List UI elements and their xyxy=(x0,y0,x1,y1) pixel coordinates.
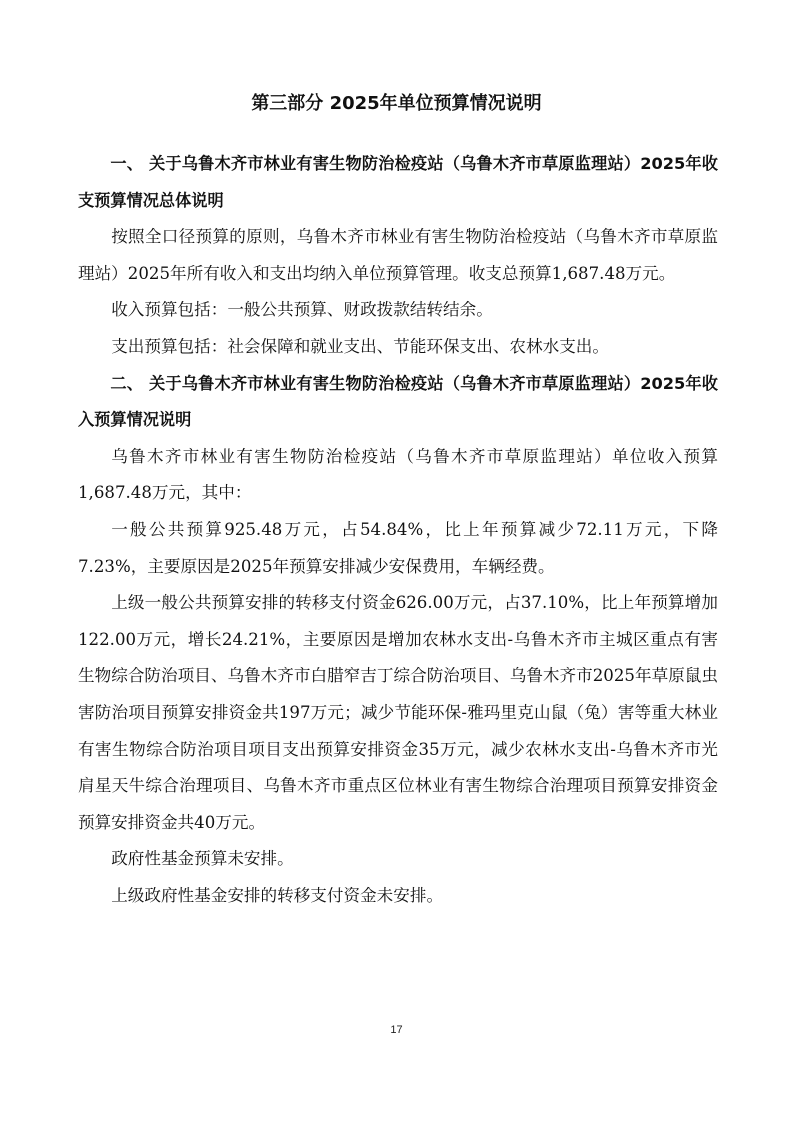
section-2-paragraph-4: 政府性基金预算未安排。 xyxy=(111,849,294,869)
section-1-heading: 一、 关于乌鲁木齐市林业有害生物防治检疫站（乌鲁木齐市草原监理站）2025年收支预算情况总体说明 xyxy=(78,154,718,210)
section-1-paragraph-1: 按照全口径预算的原则，乌鲁木齐市林业有害生物防治检疫站（乌鲁木齐市草原监理站）2025年所有收入和支出均纳入单位预算管理。收支总预算1,687.48万元。 xyxy=(78,227,718,283)
section-2-paragraph-2: 一般公共预算925.48万元，占54.84%，比上年预算减少72.11万元，下降7.23%，主要原因是2025年预算安排减少安保费用，车辆经费。 xyxy=(78,519,718,576)
section-2-heading: 二、 关于乌鲁木齐市林业有害生物防治检疫站（乌鲁木齐市草原监理站）2025年收入预算情况说明 xyxy=(78,373,718,430)
section-1-paragraph-3: 支出预算包括：社会保障和就业支出、节能环保支出、农林水支出。 xyxy=(111,336,609,356)
section-2-paragraph-3: 上级一般公共预算安排的转移支付资金626.00万元，占37.10%，比上年预算增加122.00万元，增长24.21%，主要原因是增加农林水支出-乌鲁木齐市主城区重点有害生物综合防治项目、乌鲁木齐市白腊窄吉丁综合防治项目、乌鲁木齐市2025年草原鼠虫害防治项目预算安排资金共197万元；减少节能环保-雅玛里克山鼠（兔）害等重大林业有害生物综合防治项目项目支出预算安排资金35万元，减少农林水支出-乌鲁木齐市光肩星天牛综合治理项目、乌鲁木齐市重点区位林业有害生物综合治理项目预算安排资金预算安排资金共40万元。 xyxy=(78,593,718,832)
section-2-paragraph-5: 上级政府性基金安排的转移支付资金未安排。 xyxy=(111,885,444,905)
section-2-paragraph-1: 乌鲁木齐市林业有害生物防治检疫站（乌鲁木齐市草原监理站）单位收入预算1,687.48万元，其中： xyxy=(78,446,718,503)
page-title: 第三部分 2025年单位预算情况说明 xyxy=(251,93,542,114)
page-number: 17 xyxy=(390,1024,403,1036)
section-1-paragraph-2: 收入预算包括：一般公共预算、财政拨款结转结余。 xyxy=(111,300,493,320)
body-text xyxy=(78,146,718,914)
